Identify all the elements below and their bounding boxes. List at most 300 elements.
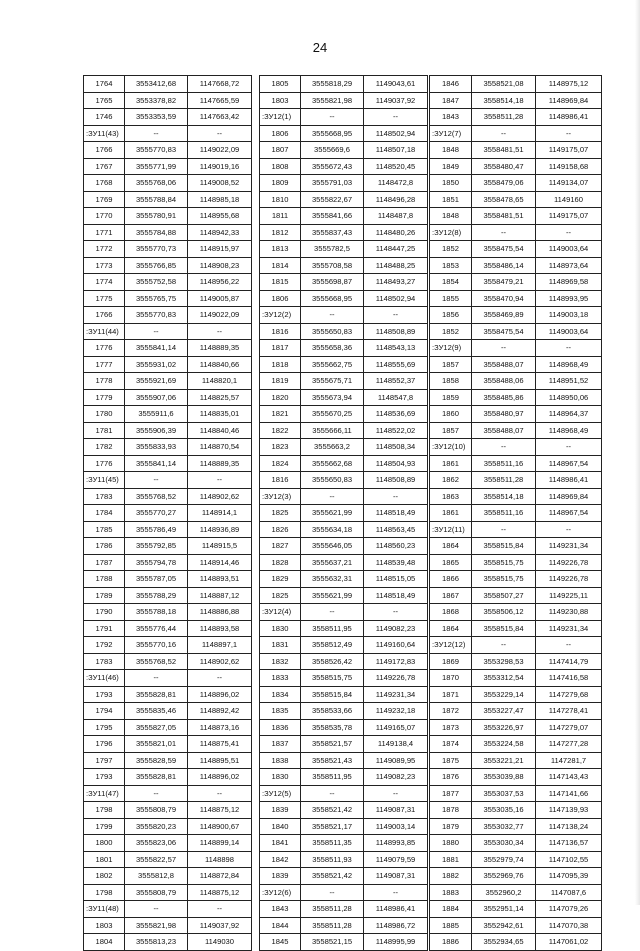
- y-coordinate-cell: 1147095,39: [536, 868, 602, 885]
- table-row: [430, 571, 602, 588]
- x-coordinate-cell: 3553229,14: [472, 686, 536, 703]
- y-coordinate-cell: 1148520,45: [364, 158, 428, 175]
- table-row: [260, 917, 428, 934]
- point-number-cell: 1770: [84, 208, 125, 225]
- x-coordinate-cell: 3555786,49: [125, 521, 188, 538]
- x-coordinate-cell: 3555770,83: [125, 142, 188, 159]
- y-coordinate-cell: --: [536, 521, 602, 538]
- point-number-cell: :ЗУ12(9): [430, 340, 472, 357]
- table-row: [84, 934, 252, 951]
- x-coordinate-cell: 3555662,68: [301, 455, 364, 472]
- table-row: [260, 208, 428, 225]
- table-row: [84, 769, 252, 786]
- table-row: [260, 868, 428, 885]
- point-number-cell: 1876: [430, 769, 472, 786]
- y-coordinate-cell: 1148560,23: [364, 538, 428, 555]
- y-coordinate-cell: 1148964,37: [536, 406, 602, 423]
- y-coordinate-cell: --: [364, 604, 428, 621]
- y-coordinate-cell: --: [188, 472, 252, 489]
- point-number-cell: 1777: [84, 356, 125, 373]
- y-coordinate-cell: 1149037,92: [188, 917, 252, 934]
- x-coordinate-cell: 3555666,11: [301, 422, 364, 439]
- x-coordinate-cell: 3555813,23: [125, 934, 188, 951]
- point-number-cell: 1860: [430, 406, 472, 423]
- table-row: [430, 455, 602, 472]
- x-coordinate-cell: 3555792,85: [125, 538, 188, 555]
- group-header-row: [260, 884, 428, 901]
- x-coordinate-cell: 3555768,52: [125, 653, 188, 670]
- y-coordinate-cell: 1148522,02: [364, 422, 428, 439]
- group-header-row: [260, 488, 428, 505]
- point-number-cell: 1842: [260, 851, 301, 868]
- x-coordinate-cell: 3558515,84: [472, 538, 536, 555]
- x-coordinate-cell: 3558511,35: [301, 835, 364, 852]
- y-coordinate-cell: 1149003,18: [536, 307, 602, 324]
- table-row: [260, 158, 428, 175]
- table-row: [260, 290, 428, 307]
- point-number-cell: 1821: [260, 406, 301, 423]
- y-coordinate-cell: 1149089,95: [364, 752, 428, 769]
- table-row: [430, 257, 602, 274]
- x-coordinate-cell: 3558481,51: [472, 142, 536, 159]
- point-number-cell: 1816: [260, 323, 301, 340]
- point-number-cell: 1803: [260, 92, 301, 109]
- table-row: [430, 686, 602, 703]
- table-row: [430, 901, 602, 918]
- y-coordinate-cell: 1148504,93: [364, 455, 428, 472]
- table-row: [260, 851, 428, 868]
- table-row: [260, 422, 428, 439]
- y-coordinate-cell: 1148973,64: [536, 257, 602, 274]
- table-row: [430, 488, 602, 505]
- point-number-cell: 1878: [430, 802, 472, 819]
- table-row: [260, 818, 428, 835]
- x-coordinate-cell: 3553224,58: [472, 736, 536, 753]
- point-number-cell: 1815: [260, 274, 301, 291]
- y-coordinate-cell: 1149231,34: [536, 620, 602, 637]
- table-row: [84, 76, 252, 93]
- table-row: [430, 208, 602, 225]
- y-coordinate-cell: 1148555,69: [364, 356, 428, 373]
- y-coordinate-cell: 1148536,69: [364, 406, 428, 423]
- point-number-cell: 1794: [84, 703, 125, 720]
- point-number-cell: 1835: [260, 703, 301, 720]
- y-coordinate-cell: 1148487,8: [364, 208, 428, 225]
- group-header-row: [260, 604, 428, 621]
- group-header-row: [430, 521, 602, 538]
- x-coordinate-cell: 3555788,18: [125, 604, 188, 621]
- point-number-cell: 1830: [260, 620, 301, 637]
- x-coordinate-cell: 3555669,6: [301, 142, 364, 159]
- table-row: [260, 373, 428, 390]
- x-coordinate-cell: 3555841,14: [125, 340, 188, 357]
- point-number-cell: 1836: [260, 719, 301, 736]
- point-number-cell: 1886: [430, 934, 472, 951]
- table-row: [430, 142, 602, 159]
- table-row: [84, 455, 252, 472]
- point-number-cell: 1879: [430, 818, 472, 835]
- point-number-cell: 1869: [430, 653, 472, 670]
- x-coordinate-cell: 3555827,05: [125, 719, 188, 736]
- y-coordinate-cell: --: [188, 323, 252, 340]
- table-row: [84, 439, 252, 456]
- point-number-cell: 1797: [84, 752, 125, 769]
- point-number-cell: 1764: [84, 76, 125, 93]
- point-number-cell: 1825: [260, 587, 301, 604]
- point-number-cell: 1776: [84, 455, 125, 472]
- x-coordinate-cell: --: [301, 488, 364, 505]
- y-coordinate-cell: 1148873,16: [188, 719, 252, 736]
- y-coordinate-cell: 1148993,85: [364, 835, 428, 852]
- x-coordinate-cell: 3553353,59: [125, 109, 188, 126]
- table-row: [430, 670, 602, 687]
- table-row: [260, 340, 428, 357]
- y-coordinate-cell: 1149138,4: [364, 736, 428, 753]
- x-coordinate-cell: 3555835,46: [125, 703, 188, 720]
- table-row: [430, 538, 602, 555]
- y-coordinate-cell: 1149082,23: [364, 769, 428, 786]
- table-row: [260, 637, 428, 654]
- point-number-cell: 1786: [84, 538, 125, 555]
- x-coordinate-cell: 3558521,15: [301, 934, 364, 951]
- x-coordinate-cell: 3558488,07: [472, 356, 536, 373]
- x-coordinate-cell: 3558515,75: [472, 571, 536, 588]
- table-row: [84, 736, 252, 753]
- point-number-cell: 1849: [430, 158, 472, 175]
- y-coordinate-cell: 1147277,28: [536, 736, 602, 753]
- y-coordinate-cell: 1148915,5: [188, 538, 252, 555]
- coordinate-table-left: [83, 75, 252, 951]
- table-row: [260, 76, 428, 93]
- x-coordinate-cell: 3558485,86: [472, 389, 536, 406]
- y-coordinate-cell: 1147102,55: [536, 851, 602, 868]
- group-header-row: [430, 340, 602, 357]
- y-coordinate-cell: 1148886,88: [188, 604, 252, 621]
- table-row: [84, 835, 252, 852]
- table-row: [84, 604, 252, 621]
- table-row: [430, 92, 602, 109]
- point-number-cell: :ЗУ11(44): [84, 323, 125, 340]
- y-coordinate-cell: --: [364, 884, 428, 901]
- table-row: [260, 802, 428, 819]
- y-coordinate-cell: 1148967,54: [536, 455, 602, 472]
- x-coordinate-cell: 3558475,54: [472, 241, 536, 258]
- table-row: [84, 571, 252, 588]
- table-row: [430, 620, 602, 637]
- y-coordinate-cell: 1148840,46: [188, 422, 252, 439]
- x-coordinate-cell: 3553298,53: [472, 653, 536, 670]
- table-row: [430, 158, 602, 175]
- x-coordinate-cell: 3558479,06: [472, 175, 536, 192]
- point-number-cell: 1806: [260, 290, 301, 307]
- point-number-cell: :ЗУ12(1): [260, 109, 301, 126]
- point-number-cell: :ЗУ12(6): [260, 884, 301, 901]
- y-coordinate-cell: 1148908,23: [188, 257, 252, 274]
- y-coordinate-cell: 1148547,8: [364, 389, 428, 406]
- y-coordinate-cell: --: [364, 785, 428, 802]
- x-coordinate-cell: 3555768,52: [125, 488, 188, 505]
- y-coordinate-cell: 1149005,87: [188, 290, 252, 307]
- table-row: [430, 406, 602, 423]
- y-coordinate-cell: 1148820,1: [188, 373, 252, 390]
- y-coordinate-cell: 1149134,07: [536, 175, 602, 192]
- y-coordinate-cell: 1147087,6: [536, 884, 602, 901]
- table-row: [260, 191, 428, 208]
- point-number-cell: 1861: [430, 505, 472, 522]
- point-number-cell: 1793: [84, 769, 125, 786]
- table-row: [430, 703, 602, 720]
- point-number-cell: 1780: [84, 406, 125, 423]
- y-coordinate-cell: 1147279,68: [536, 686, 602, 703]
- group-header-row: [430, 125, 602, 142]
- point-number-cell: 1884: [430, 901, 472, 918]
- x-coordinate-cell: 3553227,47: [472, 703, 536, 720]
- table-row: [430, 307, 602, 324]
- x-coordinate-cell: --: [301, 604, 364, 621]
- y-coordinate-cell: 1149231,34: [536, 538, 602, 555]
- y-coordinate-cell: 1149175,07: [536, 208, 602, 225]
- point-number-cell: :ЗУ12(5): [260, 785, 301, 802]
- point-number-cell: 1799: [84, 818, 125, 835]
- x-coordinate-cell: 3555821,98: [301, 92, 364, 109]
- y-coordinate-cell: 1149003,14: [364, 818, 428, 835]
- x-coordinate-cell: 3555672,43: [301, 158, 364, 175]
- point-number-cell: 1874: [430, 736, 472, 753]
- point-number-cell: 1790: [84, 604, 125, 621]
- table-row: [84, 241, 252, 258]
- point-number-cell: 1796: [84, 736, 125, 753]
- point-number-cell: 1846: [430, 76, 472, 93]
- y-coordinate-cell: 1149003,64: [536, 241, 602, 258]
- y-coordinate-cell: 1149003,64: [536, 323, 602, 340]
- x-coordinate-cell: 3558470,94: [472, 290, 536, 307]
- y-coordinate-cell: 1149232,18: [364, 703, 428, 720]
- table-row: [430, 752, 602, 769]
- y-coordinate-cell: 1147414,79: [536, 653, 602, 670]
- y-coordinate-cell: --: [536, 439, 602, 456]
- x-coordinate-cell: 3555931,02: [125, 356, 188, 373]
- point-number-cell: 1811: [260, 208, 301, 225]
- group-header-row: [84, 670, 252, 687]
- table-row: [430, 851, 602, 868]
- table-row: [260, 439, 428, 456]
- point-number-cell: 1824: [260, 455, 301, 472]
- point-number-cell: 1805: [260, 76, 301, 93]
- x-coordinate-cell: 3555670,25: [301, 406, 364, 423]
- y-coordinate-cell: 1148896,02: [188, 686, 252, 703]
- x-coordinate-cell: 3555821,01: [125, 736, 188, 753]
- y-coordinate-cell: 1149226,78: [536, 554, 602, 571]
- point-number-cell: 1809: [260, 175, 301, 192]
- point-number-cell: 1863: [430, 488, 472, 505]
- point-number-cell: 1830: [260, 769, 301, 786]
- y-coordinate-cell: 1149230,88: [536, 604, 602, 621]
- point-number-cell: 1823: [260, 439, 301, 456]
- point-number-cell: :ЗУ11(45): [84, 472, 125, 489]
- y-coordinate-cell: 1148488,25: [364, 257, 428, 274]
- x-coordinate-cell: 3555823,06: [125, 835, 188, 852]
- x-coordinate-cell: --: [301, 785, 364, 802]
- y-coordinate-cell: 1148539,48: [364, 554, 428, 571]
- y-coordinate-cell: 1148872,84: [188, 868, 252, 885]
- point-number-cell: 1785: [84, 521, 125, 538]
- table-row: [260, 769, 428, 786]
- point-number-cell: :ЗУ12(4): [260, 604, 301, 621]
- y-coordinate-cell: 1148507,18: [364, 142, 428, 159]
- table-row: [84, 802, 252, 819]
- coordinate-table-middle: [259, 75, 428, 951]
- point-number-cell: 1798: [84, 884, 125, 901]
- x-coordinate-cell: 3555833,93: [125, 439, 188, 456]
- point-number-cell: 1870: [430, 670, 472, 687]
- table-row: [260, 274, 428, 291]
- group-header-row: [430, 637, 602, 654]
- x-coordinate-cell: --: [472, 439, 536, 456]
- table-row: [84, 92, 252, 109]
- table-row: [260, 538, 428, 555]
- y-coordinate-cell: 1148986,72: [364, 917, 428, 934]
- x-coordinate-cell: 3552979,74: [472, 851, 536, 868]
- y-coordinate-cell: 1147079,26: [536, 901, 602, 918]
- x-coordinate-cell: 3558533,66: [301, 703, 364, 720]
- x-coordinate-cell: 3555808,79: [125, 802, 188, 819]
- y-coordinate-cell: 1148502,94: [364, 125, 428, 142]
- table-row: [84, 505, 252, 522]
- y-coordinate-cell: 1149225,11: [536, 587, 602, 604]
- table-row: [84, 587, 252, 604]
- point-number-cell: 1772: [84, 241, 125, 258]
- x-coordinate-cell: --: [472, 224, 536, 241]
- x-coordinate-cell: 3555828,81: [125, 686, 188, 703]
- table-row: [84, 637, 252, 654]
- table-row: [260, 554, 428, 571]
- y-coordinate-cell: 1148942,33: [188, 224, 252, 241]
- x-coordinate-cell: 3553226,97: [472, 719, 536, 736]
- x-coordinate-cell: 3555621,99: [301, 505, 364, 522]
- x-coordinate-cell: --: [472, 521, 536, 538]
- y-coordinate-cell: 1147061,02: [536, 934, 602, 951]
- group-header-row: [260, 785, 428, 802]
- y-coordinate-cell: 1149037,92: [364, 92, 428, 109]
- y-coordinate-cell: 1148951,52: [536, 373, 602, 390]
- y-coordinate-cell: 1148515,05: [364, 571, 428, 588]
- y-coordinate-cell: --: [188, 785, 252, 802]
- x-coordinate-cell: 3555911,6: [125, 406, 188, 423]
- group-header-row: [84, 785, 252, 802]
- point-number-cell: 1885: [430, 917, 472, 934]
- point-number-cell: 1812: [260, 224, 301, 241]
- y-coordinate-cell: 1148825,57: [188, 389, 252, 406]
- page-number: 24: [312, 40, 328, 55]
- point-number-cell: 1822: [260, 422, 301, 439]
- x-coordinate-cell: 3558521,08: [472, 76, 536, 93]
- point-number-cell: 1857: [430, 356, 472, 373]
- scan-edge-shadow: [635, 0, 640, 905]
- y-coordinate-cell: 1147281,7: [536, 752, 602, 769]
- x-coordinate-cell: 3553378,82: [125, 92, 188, 109]
- y-coordinate-cell: 1148950,06: [536, 389, 602, 406]
- point-number-cell: 1816: [260, 472, 301, 489]
- table-row: [430, 191, 602, 208]
- point-number-cell: 1787: [84, 554, 125, 571]
- point-number-cell: 1800: [84, 835, 125, 852]
- table-row: [84, 340, 252, 357]
- table-row: [84, 538, 252, 555]
- point-number-cell: 1880: [430, 835, 472, 852]
- y-coordinate-cell: 1148472,8: [364, 175, 428, 192]
- x-coordinate-cell: 3558514,18: [472, 488, 536, 505]
- y-coordinate-cell: --: [188, 125, 252, 142]
- point-number-cell: 1839: [260, 868, 301, 885]
- x-coordinate-cell: 3555818,29: [301, 76, 364, 93]
- y-coordinate-cell: 1147070,38: [536, 917, 602, 934]
- point-number-cell: 1853: [430, 257, 472, 274]
- table-row: [260, 142, 428, 159]
- point-number-cell: 1792: [84, 637, 125, 654]
- x-coordinate-cell: 3558488,07: [472, 422, 536, 439]
- point-number-cell: 1852: [430, 241, 472, 258]
- x-coordinate-cell: 3558515,84: [472, 620, 536, 637]
- y-coordinate-cell: --: [536, 125, 602, 142]
- point-number-cell: 1781: [84, 422, 125, 439]
- point-number-cell: :ЗУ12(7): [430, 125, 472, 142]
- x-coordinate-cell: --: [125, 901, 188, 918]
- x-coordinate-cell: 3553412,68: [125, 76, 188, 93]
- x-coordinate-cell: 3558512,49: [301, 637, 364, 654]
- y-coordinate-cell: --: [364, 109, 428, 126]
- table-row: [84, 307, 252, 324]
- point-number-cell: :ЗУ11(43): [84, 125, 125, 142]
- x-coordinate-cell: 3558521,57: [301, 736, 364, 753]
- y-coordinate-cell: 1148900,67: [188, 818, 252, 835]
- table-row: [260, 686, 428, 703]
- y-coordinate-cell: 1149082,23: [364, 620, 428, 637]
- y-coordinate-cell: 1148986,41: [364, 901, 428, 918]
- x-coordinate-cell: 3555780,91: [125, 208, 188, 225]
- x-coordinate-cell: 3558511,28: [301, 901, 364, 918]
- table-row: [84, 373, 252, 390]
- group-header-row: [84, 901, 252, 918]
- y-coordinate-cell: 1147668,72: [188, 76, 252, 93]
- point-number-cell: 1848: [430, 208, 472, 225]
- y-coordinate-cell: 1148967,54: [536, 505, 602, 522]
- table-row: [260, 406, 428, 423]
- y-coordinate-cell: 1149165,07: [364, 719, 428, 736]
- y-coordinate-cell: 1149226,78: [364, 670, 428, 687]
- point-number-cell: 1769: [84, 191, 125, 208]
- x-coordinate-cell: 3558521,42: [301, 802, 364, 819]
- x-coordinate-cell: 3553030,34: [472, 835, 536, 852]
- table-row: [430, 373, 602, 390]
- point-number-cell: 1773: [84, 257, 125, 274]
- table-row: [260, 505, 428, 522]
- y-coordinate-cell: 1149087,31: [364, 802, 428, 819]
- y-coordinate-cell: 1148902,62: [188, 653, 252, 670]
- y-coordinate-cell: 1148870,54: [188, 439, 252, 456]
- x-coordinate-cell: 3553035,16: [472, 802, 536, 819]
- table-row: [260, 521, 428, 538]
- table-row: [84, 917, 252, 934]
- point-number-cell: 1746: [84, 109, 125, 126]
- point-number-cell: 1864: [430, 620, 472, 637]
- y-coordinate-cell: 1147136,57: [536, 835, 602, 852]
- point-number-cell: 1871: [430, 686, 472, 703]
- x-coordinate-cell: 3558515,75: [301, 670, 364, 687]
- point-number-cell: 1768: [84, 175, 125, 192]
- x-coordinate-cell: 3555770,27: [125, 505, 188, 522]
- point-number-cell: 1766: [84, 142, 125, 159]
- point-number-cell: 1847: [430, 92, 472, 109]
